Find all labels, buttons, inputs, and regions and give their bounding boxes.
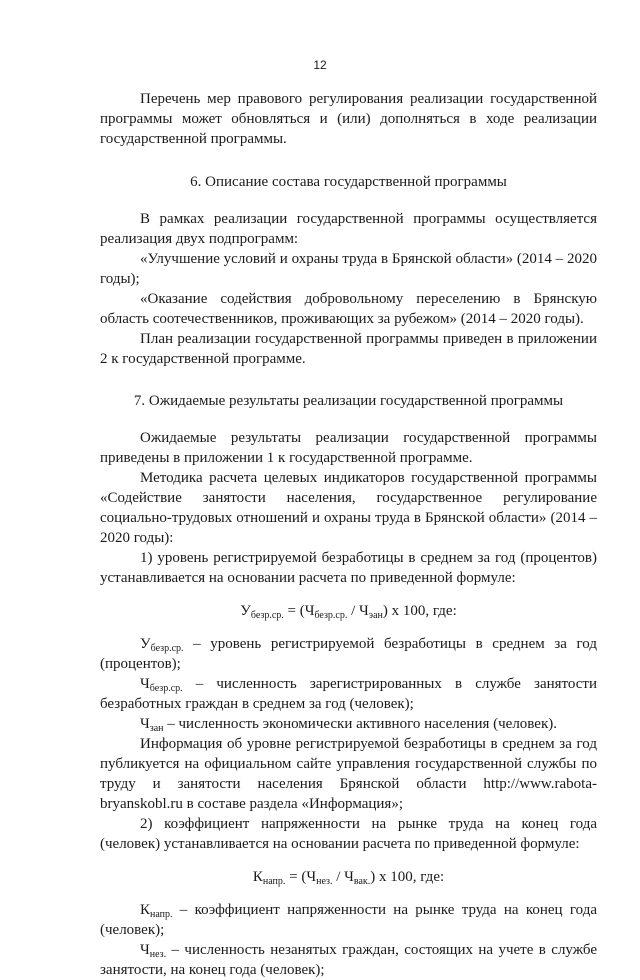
section-6-heading: 6. Описание состава государственной программы	[190, 174, 507, 190]
formula-1: $У_{безр.ср.} = (Ч_{безр.ср.} / Ч_{эан})$ х 100, где:	[240, 603, 457, 621]
intro-paragraph: Перечень мер правового регулирования реализации государственной программы может обновляться и (или) дополняться в ходе реализации государственной программы.	[100, 91, 597, 147]
section-6-paragraph-4: План реализации государственной программы приведен в приложении 2 к государственной программе.	[100, 331, 597, 367]
subprogram-2-paragraph: «Оказание содействия добровольному переселению в Брянскую область соотечественников, проживающих за рубежом» (2014 – 2020 годы).	[100, 291, 597, 327]
section-7-paragraph-2: Методика расчета целевых индикаторов государственной программы «Содействие занятости населения, государственное регулирование социально-трудовых отношений и охраны труда в Брянской области» (2014 – 2020 годы):	[100, 470, 597, 546]
section-7-heading: 7. Ожидаемые результаты реализации государственной программы	[133, 393, 564, 409]
subprogram-1-paragraph: «Улучшение условий и охраны труда в Брянской области» (2014 – 2020 годы);	[100, 251, 597, 287]
indicator-1-paragraph: 1) уровень регистрируемой безработицы в среднем за год (процентов) устанавливается на основании расчета по приведенной формуле:	[100, 550, 597, 586]
definition-1: $У_{безр.ср.}$ – уровень регистрируемой безработицы в среднем за год (процентов);	[100, 636, 597, 672]
definition-3: $Ч_{зан}$ – численность экономически активного населения (человек).	[140, 716, 557, 734]
page-number: 12	[313, 58, 327, 72]
indicator-2-paragraph: 2) коэффициент напряженности на рынке труда на конец года (человек) устанавливается на основании расчета по приведенной формуле:	[100, 816, 597, 852]
definition-5: $Ч_{нез.}$ – численность незанятых граждан, состоящих на учете в службе занятости, на конец года (человек);	[100, 942, 597, 978]
section-6-paragraph-1: В рамках реализации государственной программы осуществляется реализация двух подпрограмм:	[100, 211, 597, 247]
info-paragraph: Информация об уровне регистрируемой безработицы в среднем за год публикуется на официальном сайте управления государственной службы по труду и занятости населения Брянской области http://www.rabota-bryanskobl.ru в составе раздела «Информация»;	[100, 736, 597, 812]
formula-2: $К_{напр.} = (Ч_{нез.} / Ч_{вак.})$ х 100, где:	[252, 869, 445, 887]
definition-2: $Ч_{безр.ср.}$ – численность зарегистрированных в службе занятости безработных граждан в среднем за год (человек);	[100, 676, 597, 712]
document-body	[100, 89, 597, 980]
section-7-paragraph-1: Ожидаемые результаты реализации государственной программы приведены в приложении 1 к государственной программе.	[100, 430, 597, 466]
definition-4: $К_{напр.}$ – коэффициент напряженности на рынке труда на конец года (человек);	[100, 902, 597, 938]
